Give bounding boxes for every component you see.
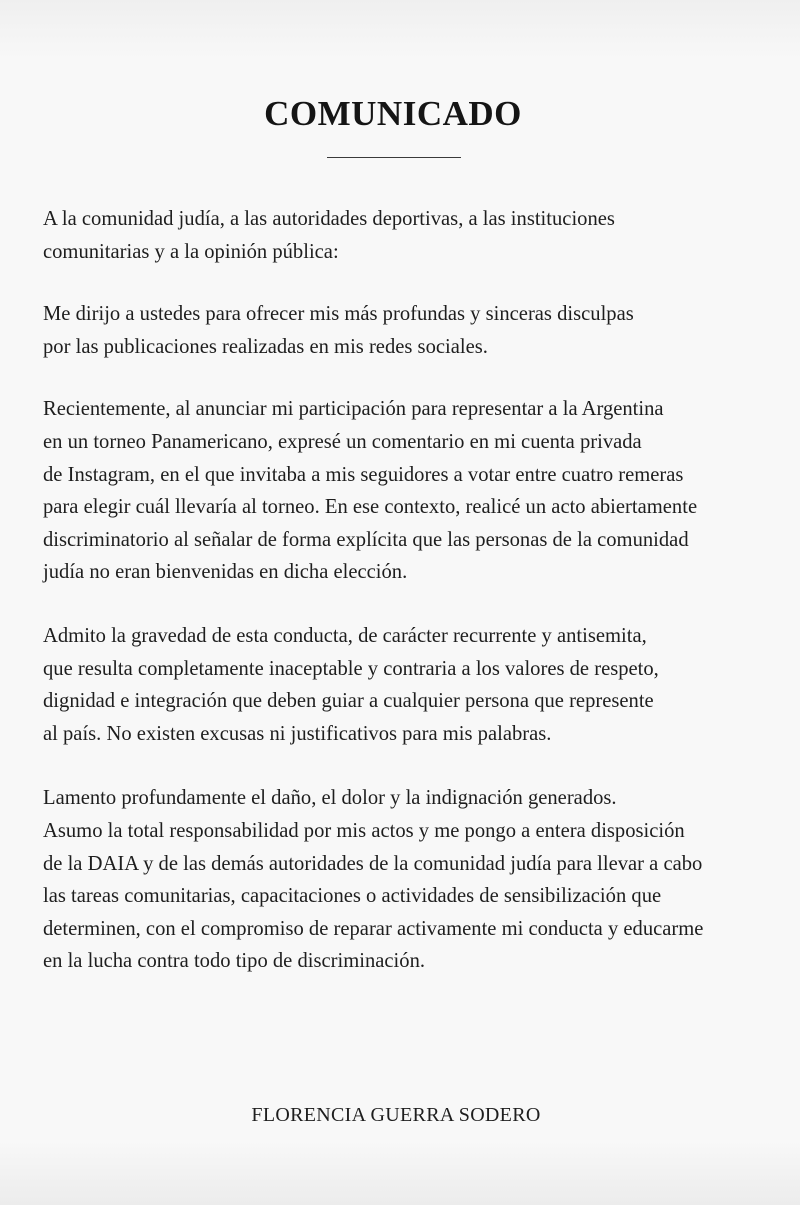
title-divider (327, 157, 461, 158)
paragraph-line: de la DAIA y de las demás autoridades de la comunidad judía para llevar a cabo (43, 852, 703, 875)
signature-name: FLORENCIA GUERRA SODERO (251, 1104, 541, 1126)
paragraph-line: comunitarias y a la opinión pública: (43, 240, 339, 263)
paragraph-line: discriminatorio al señalar de forma explícita que las personas de la comunidad (43, 528, 689, 551)
paragraph-context (43, 393, 763, 589)
statement-body (43, 203, 763, 978)
paragraph-line: determinen, con el compromiso de reparar activamente mi conducta y educarme (43, 917, 704, 940)
paragraph-line: en un torneo Panamericano, expresé un comentario en mi cuenta privada (43, 430, 642, 453)
paragraph-line: que resulta completamente inaceptable y contraria a los valores de respeto, (43, 657, 659, 680)
paragraph-greeting (43, 203, 763, 268)
paragraph-line: al país. No existen excusas ni justificativos para mis palabras. (43, 722, 552, 745)
paragraph-line: Asumo la total responsabilidad por mis actos y me pongo a entera disposición (43, 819, 685, 842)
paragraph-line: Lamento profundamente el daño, el dolor y la indignación generados. (43, 787, 617, 810)
paragraph-line: en la lucha contra todo tipo de discriminación. (43, 950, 426, 973)
paragraph-line: Admito la gravedad de esta conducta, de carácter recurrente y antisemita, (43, 624, 647, 647)
paragraph-line: de Instagram, en el que invitaba a mis seguidores a votar entre cuatro remeras (43, 463, 684, 486)
paragraph-line: dignidad e integración que deben guiar a cualquier persona que represente (43, 690, 654, 713)
paragraph-line: judía no eran bienvenidas en dicha elección. (43, 561, 408, 584)
paragraph-responsibility (43, 782, 763, 978)
paragraph-admission (43, 620, 763, 750)
paragraph-line: Me dirijo a ustedes para ofrecer mis más profundas y sinceras disculpas (43, 303, 634, 326)
paragraph-line: las tareas comunitarias, capacitaciones o actividades de sensibilización que (43, 885, 662, 908)
paragraph-line: Recientemente, al anunciar mi participación para representar a la Argentina (43, 398, 664, 421)
paragraph-line: A la comunidad judía, a las autoridades deportivas, a las instituciones (43, 208, 615, 230)
page-title: COMUNICADO (264, 94, 522, 133)
paragraph-line: por las publicaciones realizadas en mis redes sociales. (43, 335, 488, 358)
paragraph-line: para elegir cuál llevaría al torneo. En ese contexto, realicé un acto abiertamente (43, 496, 698, 519)
paragraph-apology (43, 298, 763, 363)
